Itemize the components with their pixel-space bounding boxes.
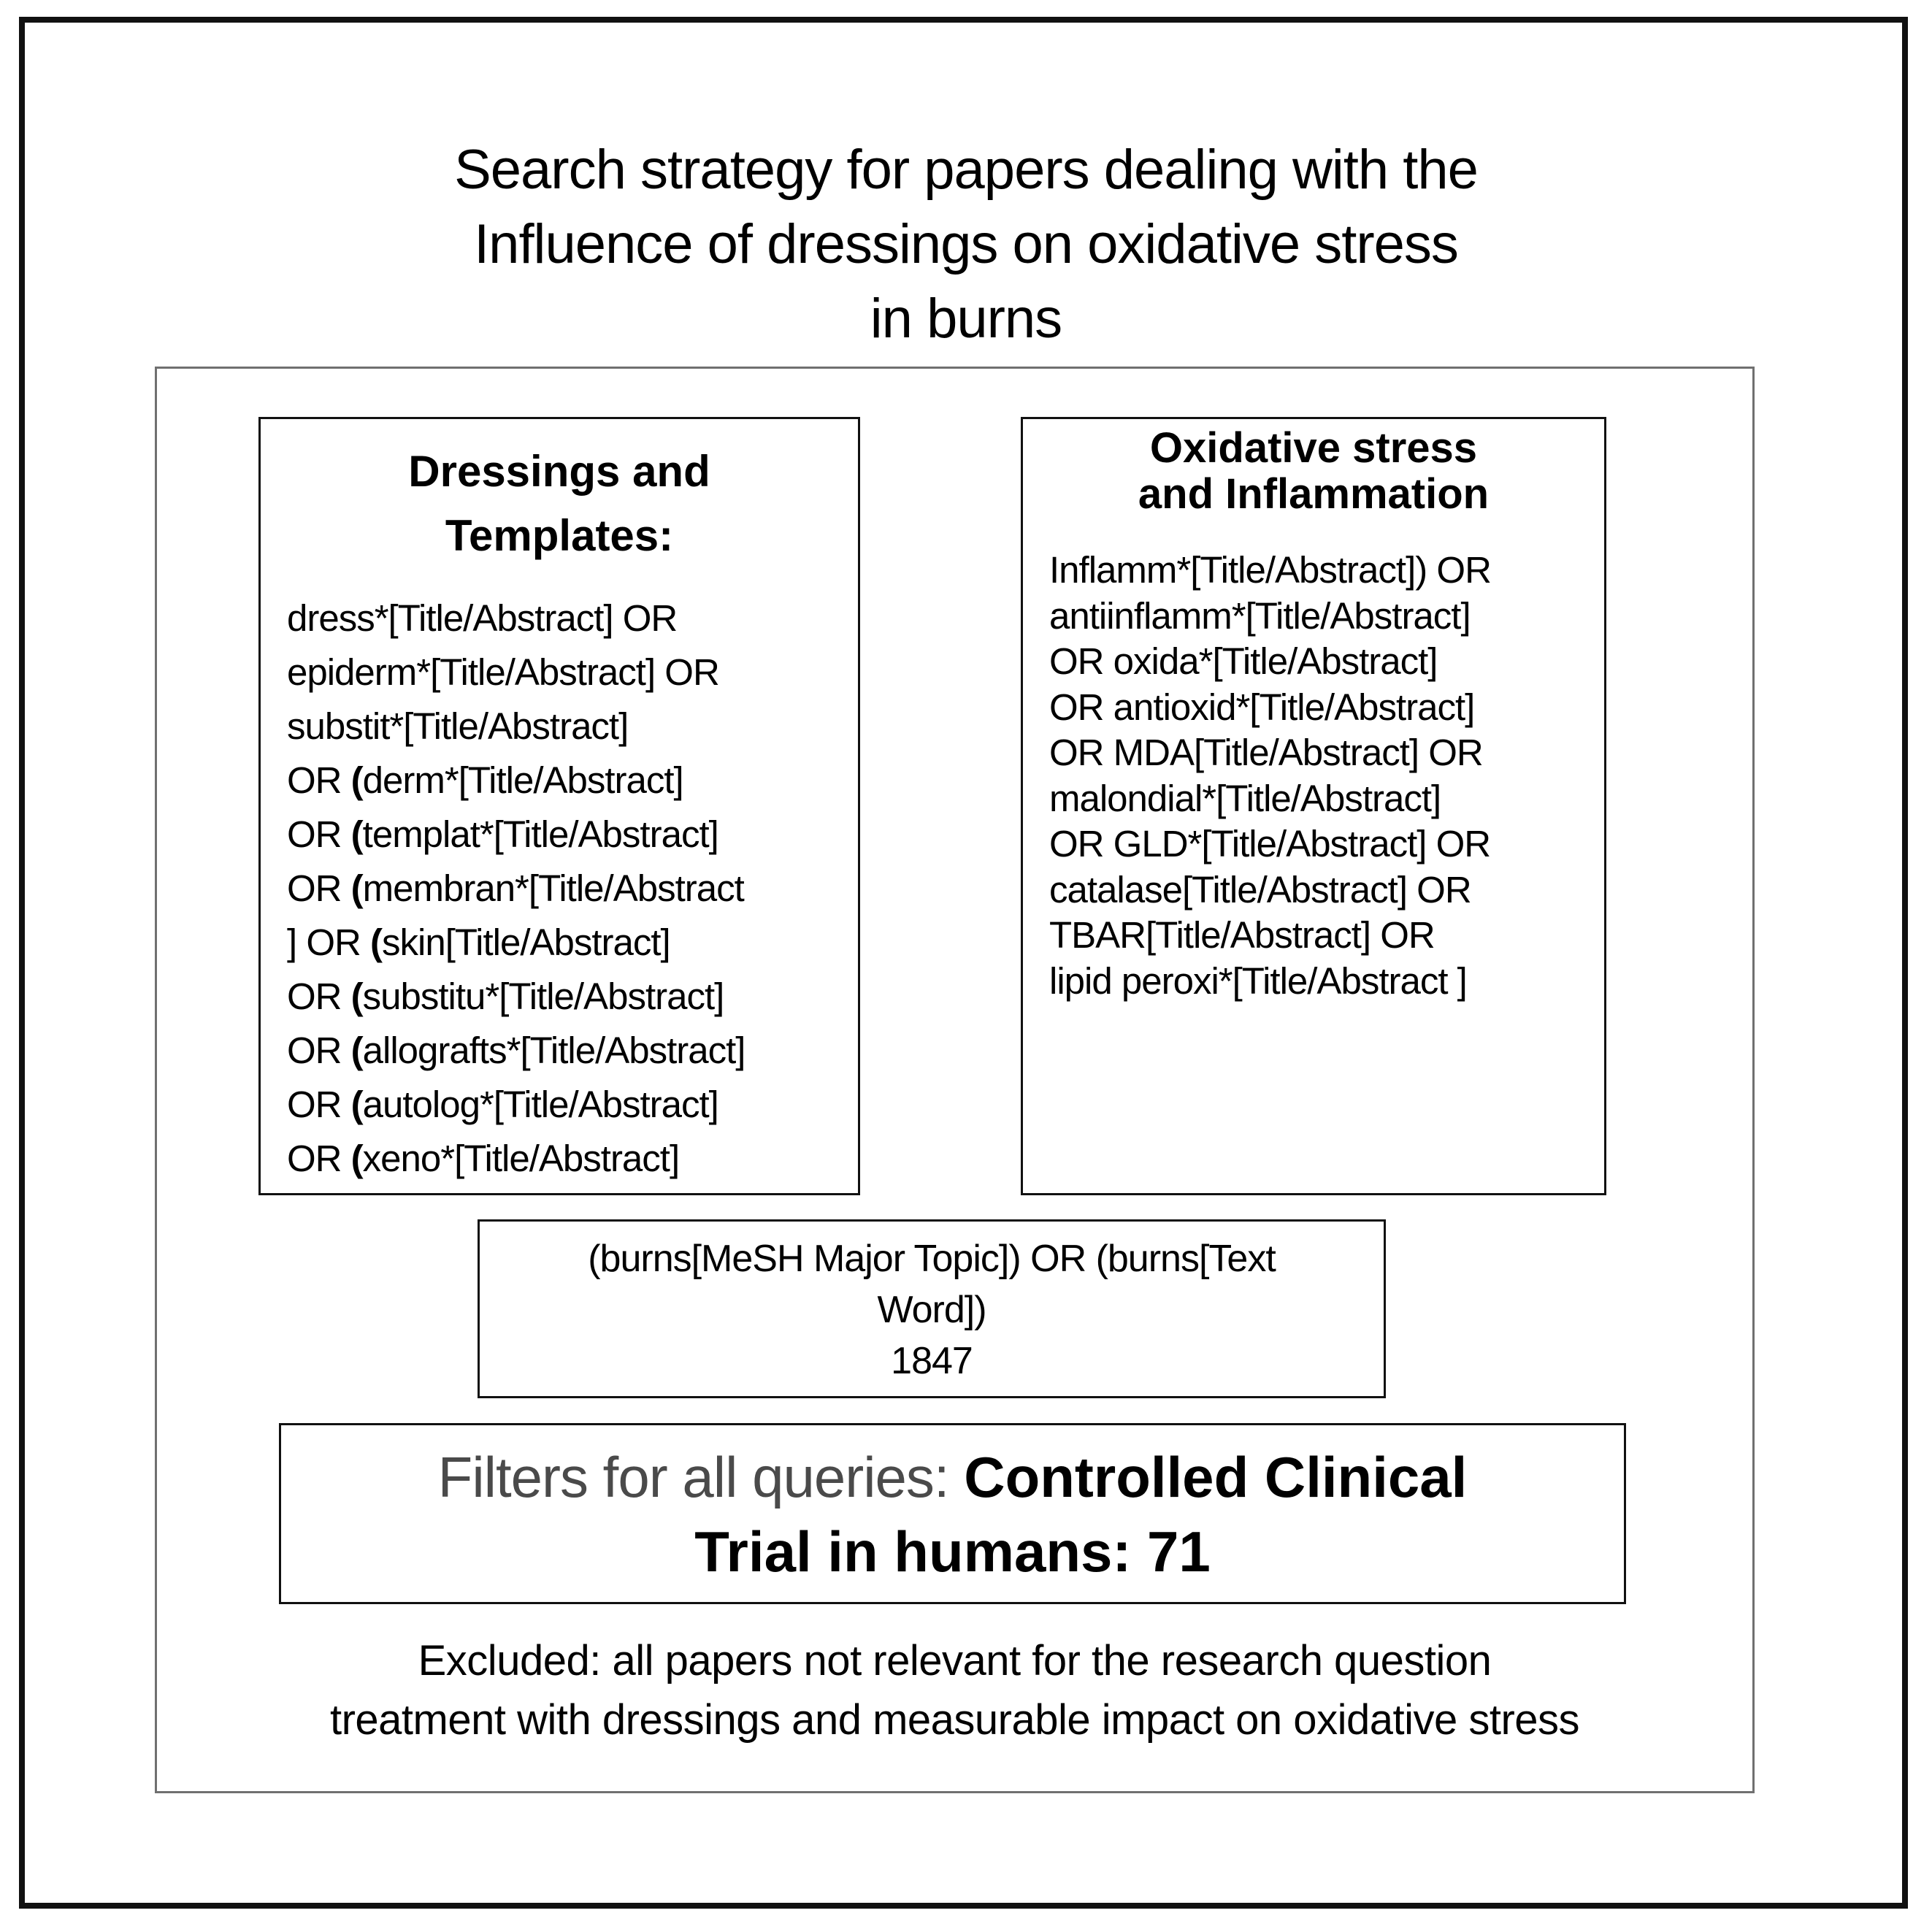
query-line: substit*[Title/Abstract]: [287, 705, 629, 747]
filter-result: Trial in humans: 71: [694, 1519, 1211, 1584]
dressings-heading-line-1: Dressings and: [408, 447, 710, 496]
query-line: OR (substitu*[Title/Abstract]: [287, 975, 724, 1017]
oxidative-heading-line-1: Oxidative stress: [1149, 424, 1478, 472]
exclusion-note: [155, 1631, 1755, 1749]
dressings-heading-line-2: Templates:: [445, 511, 674, 560]
query-line: OR (membran*[Title/Abstract: [287, 867, 744, 909]
exclusion-line-1: Excluded: all papers not relevant for the research question: [418, 1637, 1492, 1684]
query-line: OR (xeno*[Title/Abstract]: [287, 1138, 680, 1179]
query-line: OR (derm*[Title/Abstract]: [287, 759, 683, 801]
query-line: OR (templat*[Title/Abstract]: [287, 813, 718, 855]
query-line: OR oxida*[Title/Abstract]: [1049, 640, 1438, 682]
filter-prefix: Filters for all queries:: [437, 1445, 965, 1509]
burns-query-box: [478, 1219, 1386, 1398]
dressings-heading: [261, 440, 858, 568]
oxidative-query: [1049, 548, 1491, 1004]
query-line: lipid peroxi*[Title/Abstract ]: [1049, 959, 1467, 1002]
burns-query: [480, 1233, 1384, 1387]
query-line: dress*[Title/Abstract] OR: [287, 597, 678, 639]
exclusion-line-2: treatment with dressings and measurable impact on oxidative stress: [329, 1696, 1580, 1744]
query-line: catalase[Title/Abstract] OR: [1049, 868, 1471, 911]
query-line: OR antioxid*[Title/Abstract]: [1049, 686, 1475, 728]
query-line: malondial*[Title/Abstract]: [1049, 777, 1441, 819]
filter-box: [279, 1423, 1626, 1604]
title-line-3: in burns: [870, 288, 1062, 350]
query-line: OR MDA[Title/Abstract] OR: [1049, 732, 1483, 773]
title-line-1: Search strategy for papers dealing with the: [454, 139, 1478, 201]
query-line: OR (allografts*[Title/Abstract]: [287, 1030, 745, 1071]
oxidative-heading: [1023, 425, 1604, 517]
filter-line-1: [281, 1440, 1624, 1514]
diagram-title: [0, 133, 1932, 356]
burns-query-line-2: Word]): [877, 1289, 986, 1331]
oxidative-heading-line-2: and Inflammation: [1138, 470, 1490, 518]
query-line: TBAR[Title/Abstract] OR: [1049, 914, 1435, 956]
query-line: ] OR (skin[Title/Abstract]: [287, 921, 670, 963]
query-line: antiinflamm*[Title/Abstract]: [1049, 594, 1471, 637]
dressings-templates-box: [258, 417, 860, 1195]
oxidative-stress-box: [1021, 417, 1606, 1195]
query-line: Inflamm*[Title/Abstract]) OR: [1049, 549, 1491, 591]
burns-query-line-1: (burns[MeSH Major Topic]) OR (burns[Text: [588, 1238, 1276, 1280]
query-line: epiderm*[Title/Abstract] OR: [287, 651, 719, 693]
title-line-2: Influence of dressings on oxidative stress: [474, 213, 1458, 275]
query-line: OR GLD*[Title/Abstract] OR: [1049, 823, 1491, 865]
filter-criteria: Controlled Clinical: [964, 1445, 1468, 1509]
dressings-query: [287, 591, 745, 1186]
burns-count: 1847: [891, 1340, 973, 1382]
query-line: OR (autolog*[Title/Abstract]: [287, 1084, 718, 1125]
filter-text: [281, 1440, 1624, 1589]
